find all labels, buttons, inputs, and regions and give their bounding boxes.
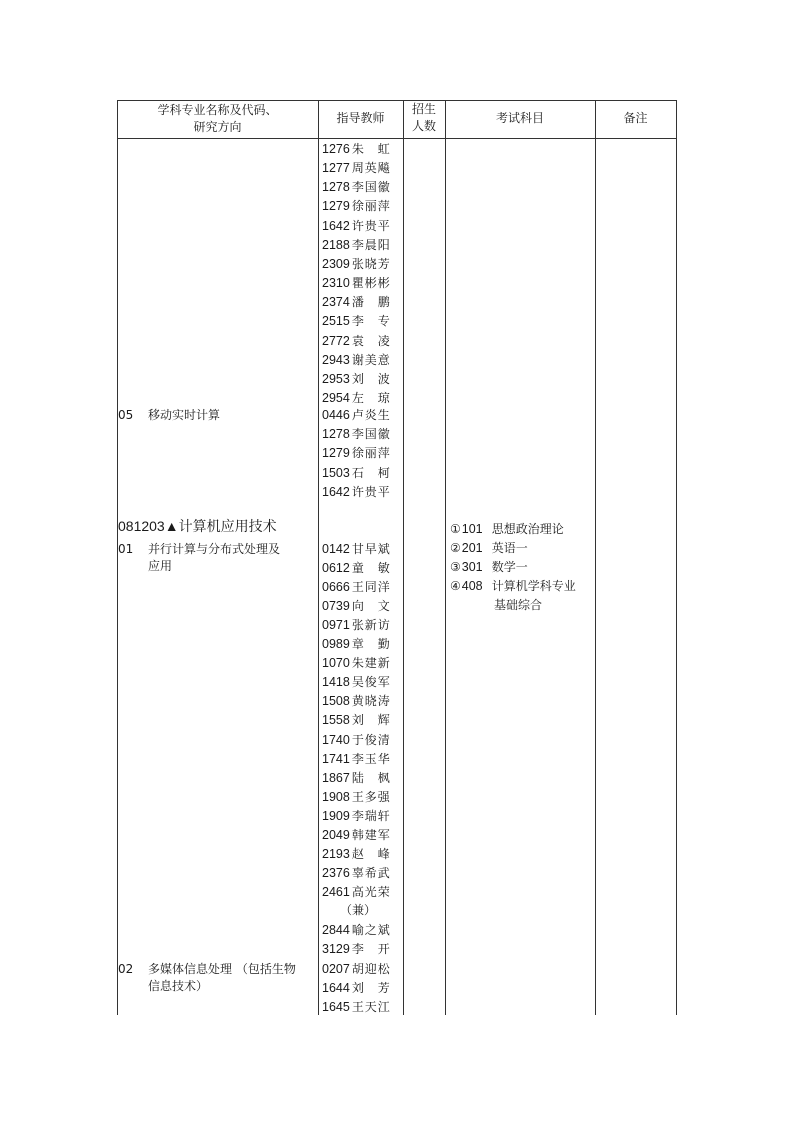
header-exam-label: 考试科目 (495, 111, 544, 125)
exam-mark: ① (450, 522, 461, 536)
teacher-name: 周英飚 (351, 161, 390, 176)
teacher-name: 李国徽 (351, 180, 390, 195)
header-major-direction (117, 102, 318, 136)
teacher-name: 章勤 (351, 637, 390, 652)
teacher-name: 李国徽 (351, 427, 390, 442)
teacher-name: 刘辉 (351, 713, 390, 728)
teacher-entry (322, 352, 390, 368)
teacher-name: 王多强 (351, 789, 390, 804)
teacher-name: 甘早斌 (351, 542, 390, 556)
teacher-code: 1276 (322, 142, 350, 156)
teacher-name: 刘芳 (351, 981, 390, 995)
teacher-entry (322, 808, 390, 824)
teacher-code: 0446 (322, 408, 350, 422)
table-top-border (117, 100, 676, 101)
teacher-code: 2309 (322, 256, 350, 271)
teacher-code: 2844 (322, 923, 350, 937)
teacher-entry (322, 732, 390, 748)
direction-01-name-line1: 并行计算与分布式处理及 (148, 542, 281, 556)
exam-name: 思想政治理论 (491, 522, 564, 536)
direction-02-name-line1: 多媒体信息处理 （包括生物 (148, 962, 296, 976)
teacher-code: 1508 (322, 694, 350, 709)
teacher-name: 李开 (351, 942, 390, 956)
direction-05-name: 移动实时计算 (148, 408, 221, 422)
teacher-code: 2953 (322, 371, 350, 386)
exam-code: 201 (461, 541, 483, 555)
direction-01-code: 01 (118, 542, 134, 556)
teacher-code: 0207 (322, 962, 350, 976)
teacher-entry (322, 884, 390, 900)
teacher-name: 李晨阳 (351, 237, 390, 252)
header-exam-subjects (445, 110, 595, 127)
teacher-2461-note: （兼） (340, 903, 377, 917)
teacher-name: 卢炎生 (351, 408, 390, 422)
major-name: ▲计算机应用技术 (164, 518, 277, 534)
teacher-entry (322, 961, 390, 977)
teacher-entry (322, 560, 390, 576)
teacher-entry (322, 198, 390, 214)
header-bottom-border (117, 138, 676, 139)
exam-mark: ③ (450, 560, 461, 574)
teacher-name: 李瑞轩 (351, 808, 390, 823)
exam-mark: ④ (450, 579, 461, 593)
teacher-code: 2193 (322, 846, 350, 861)
teacher-code: 1070 (322, 656, 350, 671)
teacher-name: 陆枫 (351, 770, 390, 785)
teacher-entry (322, 674, 390, 690)
teacher-entry (322, 693, 390, 709)
teacher-entry (322, 789, 390, 805)
teacher-code: 1740 (322, 732, 350, 747)
direction-02-code: 02 (118, 962, 134, 976)
teacher-entry (322, 598, 390, 614)
teacher-name: 潘鹏 (351, 295, 390, 310)
teacher-entry (322, 846, 390, 862)
teacher-name: 许贵平 (351, 218, 390, 233)
exam-code: 301 (461, 560, 483, 574)
teacher-entry (322, 865, 390, 881)
teacher-entry (322, 160, 390, 176)
teacher-entry (322, 237, 390, 253)
teacher-code: 1418 (322, 675, 350, 690)
direction-05-code: 05 (118, 408, 134, 422)
teacher-code: 0739 (322, 599, 350, 614)
teacher-name: 黄晓涛 (351, 694, 390, 709)
direction-02-name-line2: 信息技术） (148, 979, 209, 993)
teacher-entry (322, 179, 390, 195)
teacher-entry (322, 617, 390, 633)
teacher-code: 0971 (322, 618, 350, 633)
teacher-entry (322, 333, 390, 349)
teacher-name: 李专 (351, 314, 390, 329)
teacher-code: 1642 (322, 484, 350, 499)
header-remarks-label: 备注 (623, 111, 648, 125)
teacher-code: 1503 (322, 465, 350, 480)
teacher-name: 向文 (351, 599, 390, 614)
exam-name: 数学一 (491, 560, 528, 574)
teacher-code: 1279 (322, 199, 350, 214)
teacher-code: 2049 (322, 827, 350, 842)
teacher-name: 胡迎松 (351, 962, 390, 976)
exam-subject (450, 559, 528, 575)
teacher-entry (322, 390, 390, 406)
teacher-entry (322, 941, 390, 957)
header-major-line1: 学科专业名称及代码、 (157, 103, 278, 117)
teacher-code: 1644 (322, 981, 350, 995)
major-code: 081203 (118, 518, 165, 534)
teacher-entry (322, 465, 390, 481)
teacher-entry (322, 636, 390, 652)
header-enrollment (403, 101, 445, 135)
teacher-name: 朱建新 (351, 656, 390, 671)
exam-name: 计算机学科专业 (491, 579, 576, 593)
exam-subject (450, 521, 564, 537)
exam-subject (450, 540, 528, 556)
col-border-right (676, 100, 677, 1015)
teacher-name: 袁凌 (351, 333, 390, 348)
teacher-code: 1278 (322, 180, 350, 195)
teacher-name: 瞿彬彬 (351, 276, 390, 291)
teacher-code: 0666 (322, 580, 350, 595)
teacher-entry (322, 770, 390, 786)
teacher-name: 赵峰 (351, 846, 390, 861)
teacher-name: 张新访 (351, 618, 390, 633)
teacher-entry (322, 294, 390, 310)
teacher-code: 3129 (322, 942, 350, 956)
teacher-entry (322, 980, 390, 996)
teacher-code: 0142 (322, 542, 350, 556)
teacher-code: 2772 (322, 333, 350, 348)
teacher-code: 1867 (322, 770, 350, 785)
teacher-name: 辜希武 (351, 865, 390, 880)
teacher-code: 2310 (322, 276, 350, 291)
teacher-entry (322, 407, 390, 423)
exam-code: 101 (461, 522, 483, 536)
teacher-name: 谢美意 (351, 352, 390, 367)
teacher-code: 1279 (322, 446, 350, 461)
teacher-entry (322, 275, 390, 291)
exam-code: 408 (461, 579, 483, 593)
teacher-code: 1741 (322, 751, 350, 766)
teacher-entry (322, 579, 390, 595)
teacher-entry (322, 445, 390, 461)
teacher-code: 2374 (322, 295, 350, 310)
header-advisor (318, 110, 403, 127)
header-advisor-label: 指导教师 (336, 111, 385, 125)
col-border-2 (403, 100, 404, 1015)
teacher-entry (322, 712, 390, 728)
direction-01-name-line2: 应用 (148, 559, 173, 573)
col-border-4 (595, 100, 596, 1015)
teacher-name: 许贵平 (351, 484, 390, 499)
teacher-code: 1908 (322, 789, 350, 804)
teacher-name: 张晓芳 (351, 256, 390, 271)
col-border-3 (445, 100, 446, 1015)
teacher-name: 李玉华 (351, 751, 390, 766)
header-remarks (595, 110, 676, 127)
exam-name-line2: 基础综合 (494, 598, 543, 612)
teacher-name: 韩建军 (351, 827, 390, 842)
teacher-entry (322, 655, 390, 671)
teacher-code: 1642 (322, 218, 350, 233)
teacher-entry (322, 751, 390, 767)
teacher-name: 左琼 (351, 390, 390, 405)
header-major-line2: 研究方向 (193, 120, 242, 134)
teacher-name: 王同洋 (351, 580, 390, 595)
teacher-entry (322, 541, 390, 557)
teacher-entry (322, 371, 390, 387)
teacher-entry (322, 827, 390, 843)
teacher-name: 徐丽萍 (351, 199, 390, 214)
teacher-name: 高光荣 (351, 884, 390, 899)
teacher-code: 2376 (322, 865, 350, 880)
exam-subject (450, 578, 576, 594)
teacher-code: 2943 (322, 352, 350, 367)
teacher-code: 2188 (322, 237, 350, 252)
teacher-code: 1645 (322, 1000, 350, 1014)
col-border-1 (318, 100, 319, 1015)
exam-name: 英语一 (491, 541, 528, 555)
teacher-name: 刘波 (351, 371, 390, 386)
teacher-name: 朱虹 (351, 142, 390, 156)
teacher-entry (322, 218, 390, 234)
teacher-code: 1278 (322, 427, 350, 442)
teacher-entry (322, 426, 390, 442)
teacher-entry (322, 484, 390, 500)
teacher-code: 1558 (322, 713, 350, 728)
major-heading (118, 518, 277, 534)
teacher-entry (322, 922, 390, 938)
teacher-code: 2954 (322, 390, 350, 405)
teacher-code: 0989 (322, 637, 350, 652)
teacher-code: 1277 (322, 161, 350, 176)
teacher-entry (322, 141, 390, 157)
teacher-entry (322, 256, 390, 272)
teacher-code: 0612 (322, 561, 350, 576)
col-border-left (117, 100, 118, 1015)
teacher-code: 1909 (322, 808, 350, 823)
teacher-name: 石柯 (351, 465, 390, 480)
teacher-code: 2461 (322, 884, 350, 899)
header-enrollment-line2: 人数 (411, 119, 436, 133)
teacher-name: 于俊清 (351, 732, 390, 747)
teacher-name: 吴俊军 (351, 675, 390, 690)
teacher-name: 童敏 (351, 561, 390, 576)
teacher-code: 2515 (322, 314, 350, 329)
teacher-name: 徐丽萍 (351, 446, 390, 461)
teacher-name: 王天江 (351, 1000, 390, 1014)
teacher-name: 喻之斌 (351, 923, 390, 937)
teacher-entry (322, 313, 390, 329)
exam-mark: ② (450, 541, 461, 555)
teacher-entry (322, 999, 390, 1015)
header-enrollment-line1: 招生 (411, 102, 436, 116)
